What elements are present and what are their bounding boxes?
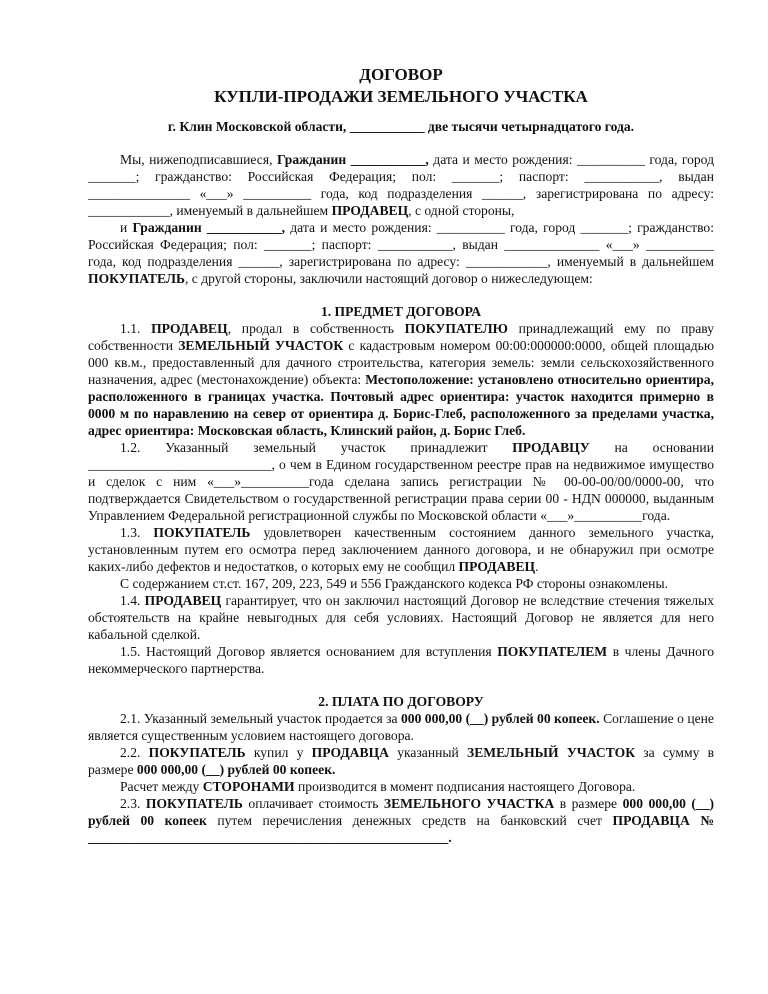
clause-1-2: 1.2. Указанный земельный участок принадлежит ПРОДАВЦУ на основании ___________________________, о чем в Едином государственном реестре прав на недвижимое имущество и сделок с ним «___»__________года сделана запись регистрации № 00-00-00/00/0000-00, что подтверждается Свидетельством о государственной регистрации права серии 00 - НДN 000000, выданным Управлением Федеральной регистрационной службы по Московской области «___»__________года.: [88, 440, 714, 523]
clause-2-3: 2.3. ПОКУПАТЕЛЬ оплачивает стоимость ЗЕМЕЛЬНОГО УЧАСТКА в размере 000 000,00 (__) рублей 00 копеек путем перечисления денежных средств на банковский счет ПРОДАВЦА № _____________________________________________________.: [88, 796, 715, 845]
section-1-heading: 1. ПРЕДМЕТ ДОГОВОРА: [320, 304, 482, 319]
clause-1-4: 1.4. ПРОДАВЕЦ гарантирует, что он заключил настоящий Договор не вследствие стечения тяжелых обстоятельств на крайне невыгодных для себя условиях. Настоящий Договор не является для него кабальной сделкой.: [88, 593, 714, 642]
clause-2-2-settlement: Расчет между СТОРОНАМИ производится в момент подписания настоящего Договора.: [120, 779, 636, 794]
intro-paragraph-buyer: и Гражданин ___________, дата и место рождения: __________ года, город _______; гражданство: Российская Федерация; пол: _______; паспорт: ___________, выдан ______________ «___» __________ года, код подразделения ______, зарегистрирована по адресу: ____________, именуемый в дальнейшем ПОКУПАТЕЛЬ, с другой стороны, заключили настоящий договор о нижеследующем:: [88, 220, 714, 286]
intro-paragraph-seller: Мы, нижеподписавшиеся, Гражданин ___________, дата и место рождения: __________ года, город _______; гражданство: Российская Федерация; пол: _______; паспорт: ___________, выдан _______________ «___» __________ года, код подразделения ______, зарегистрирована по адресу: ____________, именуемый в дальнейшем ПРОДАВЕЦ, с одной стороны,: [88, 152, 715, 218]
contract-page: [88, 64, 714, 846]
clause-1-1: 1.1. ПРОДАВЕЦ, продал в собственность ПОКУПАТЕЛЮ принадлежащий ему по праву собственности ЗЕМЕЛЬНЫЙ УЧАСТОК с кадастровым номером 00:00:000000:0000, общей площадью 000 кв.м., предоставленный для дачного строительства, категория земель: земли сельскохозяйственного назначения, адрес (местонахождение) объекта: Местоположение: установлено относительно ориентира, расположенного в границах участка. Почтовый адрес ориентира: участок находится примерно в 0000 м по наравлению на север от ориентира д. Борис-Глеб, расположенного за пределами участка, адрес ориентира: Московская область, Клинский район, д. Борис Глеб.: [88, 321, 715, 438]
contract-subtitle: КУПЛИ-ПРОДАЖИ ЗЕМЕЛЬНОГО УЧАСТКА: [214, 87, 588, 106]
city-date-line: г. Клин Московской области, ___________ две тысячи четырнадцатого года.: [167, 119, 635, 134]
clause-2-1: 2.1. Указанный земельный участок продается за 000 000,00 (__) рублей 00 копеек. Соглашение о цене является существенным условием настоящего договора.: [88, 711, 714, 743]
clause-1-3: 1.3. ПОКУПАТЕЛЬ удовлетворен качественным состоянием данного земельного участка, установленным путем его осмотра перед заключением данного договора, и не обнаружил при осмотре каких-либо дефектов и недостатков, о которых ему не сообщил ПРОДАВЕЦ.: [88, 525, 715, 574]
section-2-heading: 2. ПЛАТА ПО ДОГОВОРУ: [318, 694, 484, 709]
clause-1-5: 1.5. Настоящий Договор является основанием для вступления ПОКУПАТЕЛЕМ в члены Дачного некоммерческого партнерства.: [88, 644, 714, 676]
clause-2-2: 2.2. ПОКУПАТЕЛЬ купил у ПРОДАВЦА указанный ЗЕМЕЛЬНЫЙ УЧАСТОК за сумму в размере 000 000,00 (__) рублей 00 копеек.: [88, 745, 715, 777]
clause-1-3-note: С содержанием ст.ст. 167, 209, 223, 549 и 556 Гражданского кодекса РФ стороны ознакомлены.: [120, 576, 668, 591]
contract-title: ДОГОВОР: [359, 65, 443, 84]
